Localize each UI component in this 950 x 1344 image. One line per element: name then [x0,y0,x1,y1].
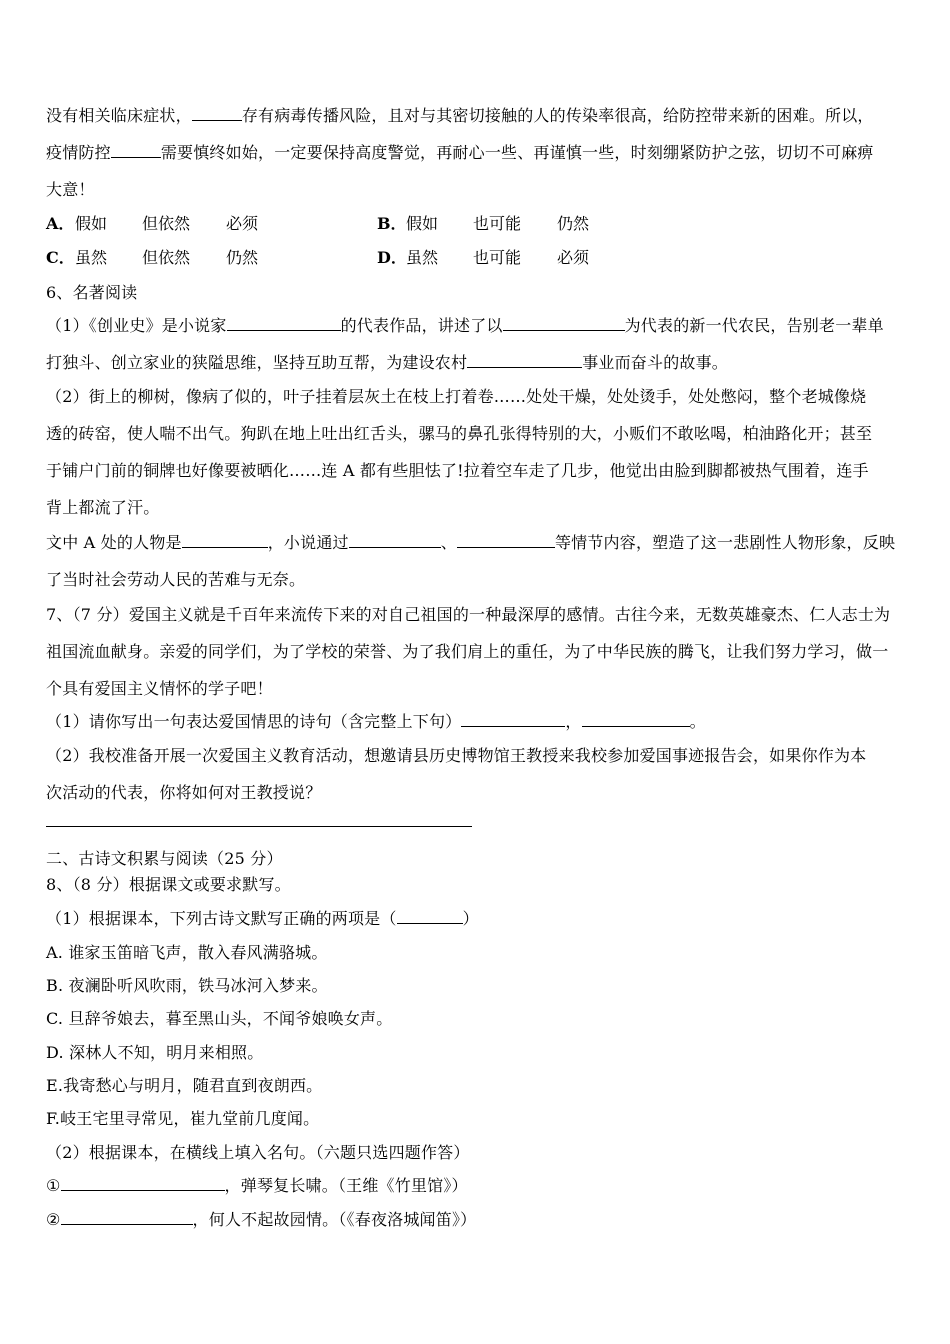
option-c[interactable]: C． [46,248,75,267]
q6-part2-line-3: 于铺户门前的铜牌也好像要被晒化……连 A 都有些胆怯了!拉着空车走了几步，他觉出由脸到脚都被热气围着，连手 [46,461,869,480]
option-c-word-2: 但依然 [142,248,191,267]
q6-part1-line-2: 打独斗、创立家业的狭隘思维，坚持互助互帮，为建设农村 事业而奋斗的故事。 [46,353,729,372]
q8-title: 8、（8 分）根据课文或要求默写。 [46,875,291,894]
q6-part3-line-2: 了当时社会劳动人民的苦难与无奈。 [46,570,306,589]
q7-text-line-3: 个具有爱国主义情怀的学子吧！ [46,679,273,698]
q7-sub2-line-1: （2）我校准备开展一次爱国主义教育活动，想邀请县历史博物馆王教授来我校参加爱国事迹报告会，如果你作为本 [46,746,867,765]
option-b-word-1: 假如 [406,214,439,233]
answer-blank[interactable] [457,533,555,548]
q7-sub2-line-2: 次活动的代表，你将如何对王教授说？ [46,783,322,802]
q8-choice-b: B. 夜澜卧听风吹雨，铁马冰河入梦来。 [46,976,328,995]
q6-title: 6、名著阅读 [46,283,138,302]
q8-fill-2: ② ，何人不起故园情。（《春夜洛城闻笛》） [46,1210,477,1229]
q8-choice-d: D. 深林人不知，明月来相照。 [46,1043,264,1062]
option-a-word-2: 但依然 [142,214,191,233]
q5-text-line-2: 疫情防控 需要慎终如始，一定要保持高度警觉，再耐心一些、再谨慎一些，时刻绷紧防护之弦，切切不可麻痹 [46,143,874,162]
answer-blank[interactable] [397,909,463,924]
option-c-word-3: 仍然 [226,248,259,267]
answer-blank[interactable] [111,143,161,158]
q6-part3-line-1: 文中 A 处的人物是 ，小说通过 、 等情节内容，塑造了这一悲剧性人物形象，反映 [46,533,896,552]
answer-blank[interactable] [582,712,690,727]
answer-blank[interactable] [467,353,582,368]
q6-part1-line-1: （1）《创业史》是小说家 的代表作品，讲述了以 为代表的新一代农民，告别老一辈单 [46,316,884,335]
q8-sub1: （1）根据课本，下列古诗文默写正确的两项是（ ） [46,909,479,928]
q6-part2-line-1: （2）街上的柳树，像病了似的，叶子挂着层灰土在枝上打着卷……处处干燥，处处烫手，处处憋闷，整个老城像烧 [46,387,867,406]
answer-blank[interactable] [227,316,341,331]
answer-line[interactable] [46,826,472,827]
option-d-word-2: 也可能 [473,248,522,267]
q7-sub1: （1）请你写出一句表达爱国情思的诗句（含完整上下句） ， 。 [46,712,706,731]
answer-blank[interactable] [503,316,625,331]
answer-blank[interactable] [192,106,242,121]
answer-blank[interactable] [349,533,441,548]
q8-sub2: （2）根据课本，在横线上填入名句。（六题只选四题作答） [46,1143,470,1162]
q8-choice-c: C. 旦辞爷娘去，暮至黑山头，不闻爷娘唤女声。 [46,1009,393,1028]
answer-blank[interactable] [182,533,268,548]
q7-text-line-2: 祖国流血献身。亲爱的同学们，为了学校的荣誉、为了我们肩上的重任，为了中华民族的腾飞，让我们努力学习，做一 [46,642,889,661]
q7-text-line-1: 7、（7 分）爱国主义就是千百年来流传下来的对自己祖国的一种最深厚的感情。古往今来，无数英雄豪杰、仁人志士为 [46,605,891,624]
option-d[interactable]: D． [377,248,407,267]
q6-part2-line-4: 背上都流了汗。 [46,498,160,517]
option-a-word-1: 假如 [75,214,108,233]
q8-choice-e: E.我寄愁心与明月，随君直到夜朗西。 [46,1076,323,1095]
q5-text-line-1: 没有相关临床症状， 存有病毒传播风险，且对与其密切接触的人的传染率很高，给防控带来新的困难。所以， [46,106,874,125]
q8-fill-1: ① ，弹琴复长啸。（王维《竹里馆》） [46,1176,468,1195]
q6-part2-line-2: 透的砖窑，使人喘不出气。狗趴在地上吐出红舌头，骡马的鼻孔张得特别的大，小贩们不敢吆喝，柏油路化开；甚至 [46,424,873,443]
option-a[interactable]: A． [46,214,75,233]
option-b-word-2: 也可能 [473,214,522,233]
option-d-word-3: 必须 [557,248,590,267]
section-2-title: 二、古诗文积累与阅读（25 分） [46,849,283,868]
q8-choice-f: F.岐王宅里寻常见，崔九堂前几度闻。 [46,1109,320,1128]
option-b-word-3: 仍然 [557,214,590,233]
q5-text-line-3: 大意！ [46,180,95,199]
option-d-word-1: 虽然 [406,248,439,267]
answer-blank[interactable] [461,712,565,727]
option-c-word-1: 虽然 [75,248,108,267]
answer-blank[interactable] [61,1210,193,1225]
option-b[interactable]: B． [377,214,407,233]
answer-blank[interactable] [61,1176,225,1191]
q8-choice-a: A. 谁家玉笛暗飞声，散入春风满骆城。 [46,943,328,962]
option-a-word-3: 必须 [226,214,259,233]
